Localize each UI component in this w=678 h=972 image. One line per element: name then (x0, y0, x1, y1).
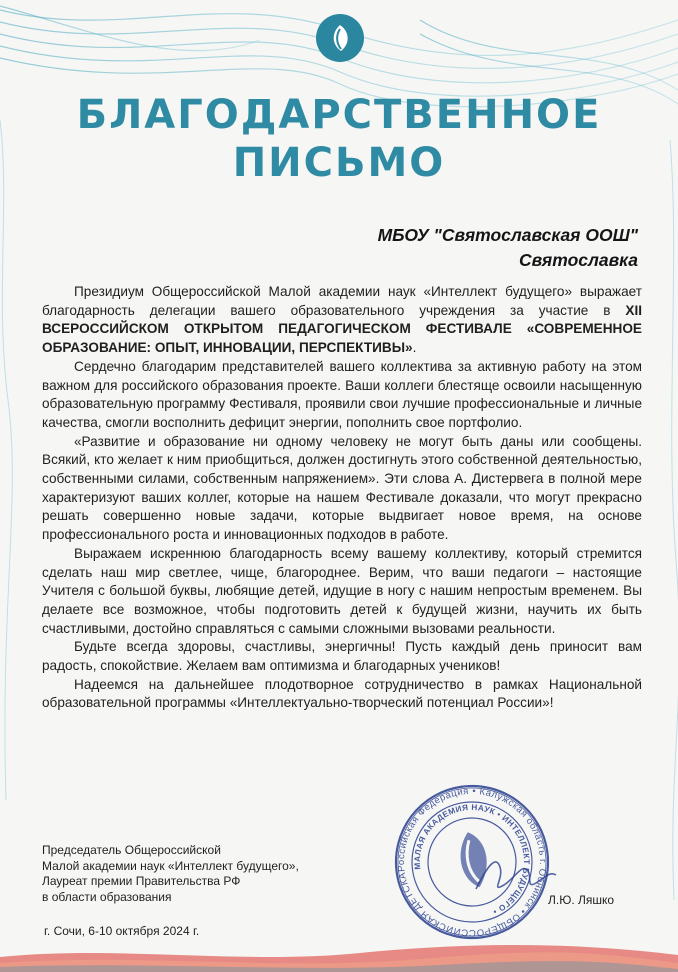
signer-title-line3: Лауреат премии Правительства РФ (42, 874, 241, 888)
paragraph-intro (42, 283, 642, 358)
recipient-organization: МБОУ "Святославская ООШ" (377, 225, 638, 245)
letter-title-line2: ПИСЬМО (232, 140, 446, 186)
seal-inner-text: МАЛАЯ АКАДЕМИЯ НАУК • ИНТЕЛЛЕКТ БУДУЩЕГО • (412, 802, 532, 917)
recipient-place: Святославка (518, 250, 638, 270)
paragraph-quote: «Развитие и образование ни одному человеку не могут быть даны или сообщены. Всякий, кто желает к ним приобщиться, должен достигнуть этого собственной деятельностью, собственными силами, собственным напряжением». Эти слова А. Дистервега в полной мере характеризуют ваших коллег, которые на нашем Фестивале доказали, что могут прекрасно решать совершенно новые задачи, которые выдвигает новое время, на основе профессионального роста и инновационных подходов в работе. (42, 433, 642, 543)
paragraph-gratitude: Выражаем искреннюю благодарность всему вашему коллективу, который стремится сделать наш мир светлее, чище, благороднее. Верим, что ваши педагоги – настоящие Учителя с большой буквы, любящие детей, идущие в ногу с нашим непростым временем. Вы делаете все возможное, чтобы подготовить детей к будущей жизни, научить их быть счастливыми, достойно справляться с самыми сложными вызовами реальности. (42, 545, 642, 636)
letter-body (42, 283, 642, 713)
seal-outer-text: Российская Федерация • Калужская область г. Обнинск • ОБЩЕРОССИЙСКАЯ ДЕТСКАЯ (395, 785, 549, 939)
signer-title-line1: Председатель Общероссийской (42, 843, 221, 857)
festival-name: XII ВСЕРОССИЙСКОМ ОТКРЫТОМ ПЕДАГОГИЧЕСКОМ ФЕСТИВАЛЕ «СОВРЕМЕННОЕ ОБРАЗОВАНИЕ: ОПЫТ, ИННОВАЦИИ, ПЕРСПЕКТИВЫ» (42, 302, 642, 356)
academy-logo (316, 14, 364, 62)
paragraph-intro-text: Президиум Общероссийской Малой академии наук «Интеллект будущего» выражает благодарность делегации вашего образовательного учреждения за участие в (42, 284, 642, 318)
place-and-date: г. Сочи, 6-10 октября 2024 г. (44, 924, 200, 938)
bottom-decorative-band (0, 935, 678, 972)
letter-title-line1: БЛАГОДАРСТВЕННОЕ (76, 92, 602, 138)
paragraph-intro-end: . (412, 340, 417, 356)
paragraph-wishes: Будьте всегда здоровы, счастливы, энергичны! Пусть каждый день приносит вам радость, спокойствие. Желаем вам оптимизма и благодарных учеников! (42, 639, 642, 674)
handwritten-signature (470, 845, 560, 905)
signature-block (42, 843, 362, 905)
paragraph-cooperation: Надеемся на дальнейшее плодотворное сотрудничество в рамках Национальной образовательной программы «Интеллектуально-творческий потенциал России»! (42, 676, 642, 711)
paragraph-thanks: Сердечно благодарим представителей вашего коллектива за активную работу на этом важном для российского образования проекте. Ваши коллеги блестяще освоили насыщенную образовательную программу Фестиваля, проявили свои лучшие профессиональные и личные качества, смогли восполнить дефицит энергии, пополнить свое портфолио. (42, 358, 642, 430)
academy-leaf-icon (327, 23, 353, 53)
signer-name: Л.Ю. Ляшко (548, 893, 615, 907)
signer-title-line4: в области образования (42, 889, 172, 904)
signer-title-line2: Малой академии наук «Интеллект будущего», (42, 858, 299, 873)
